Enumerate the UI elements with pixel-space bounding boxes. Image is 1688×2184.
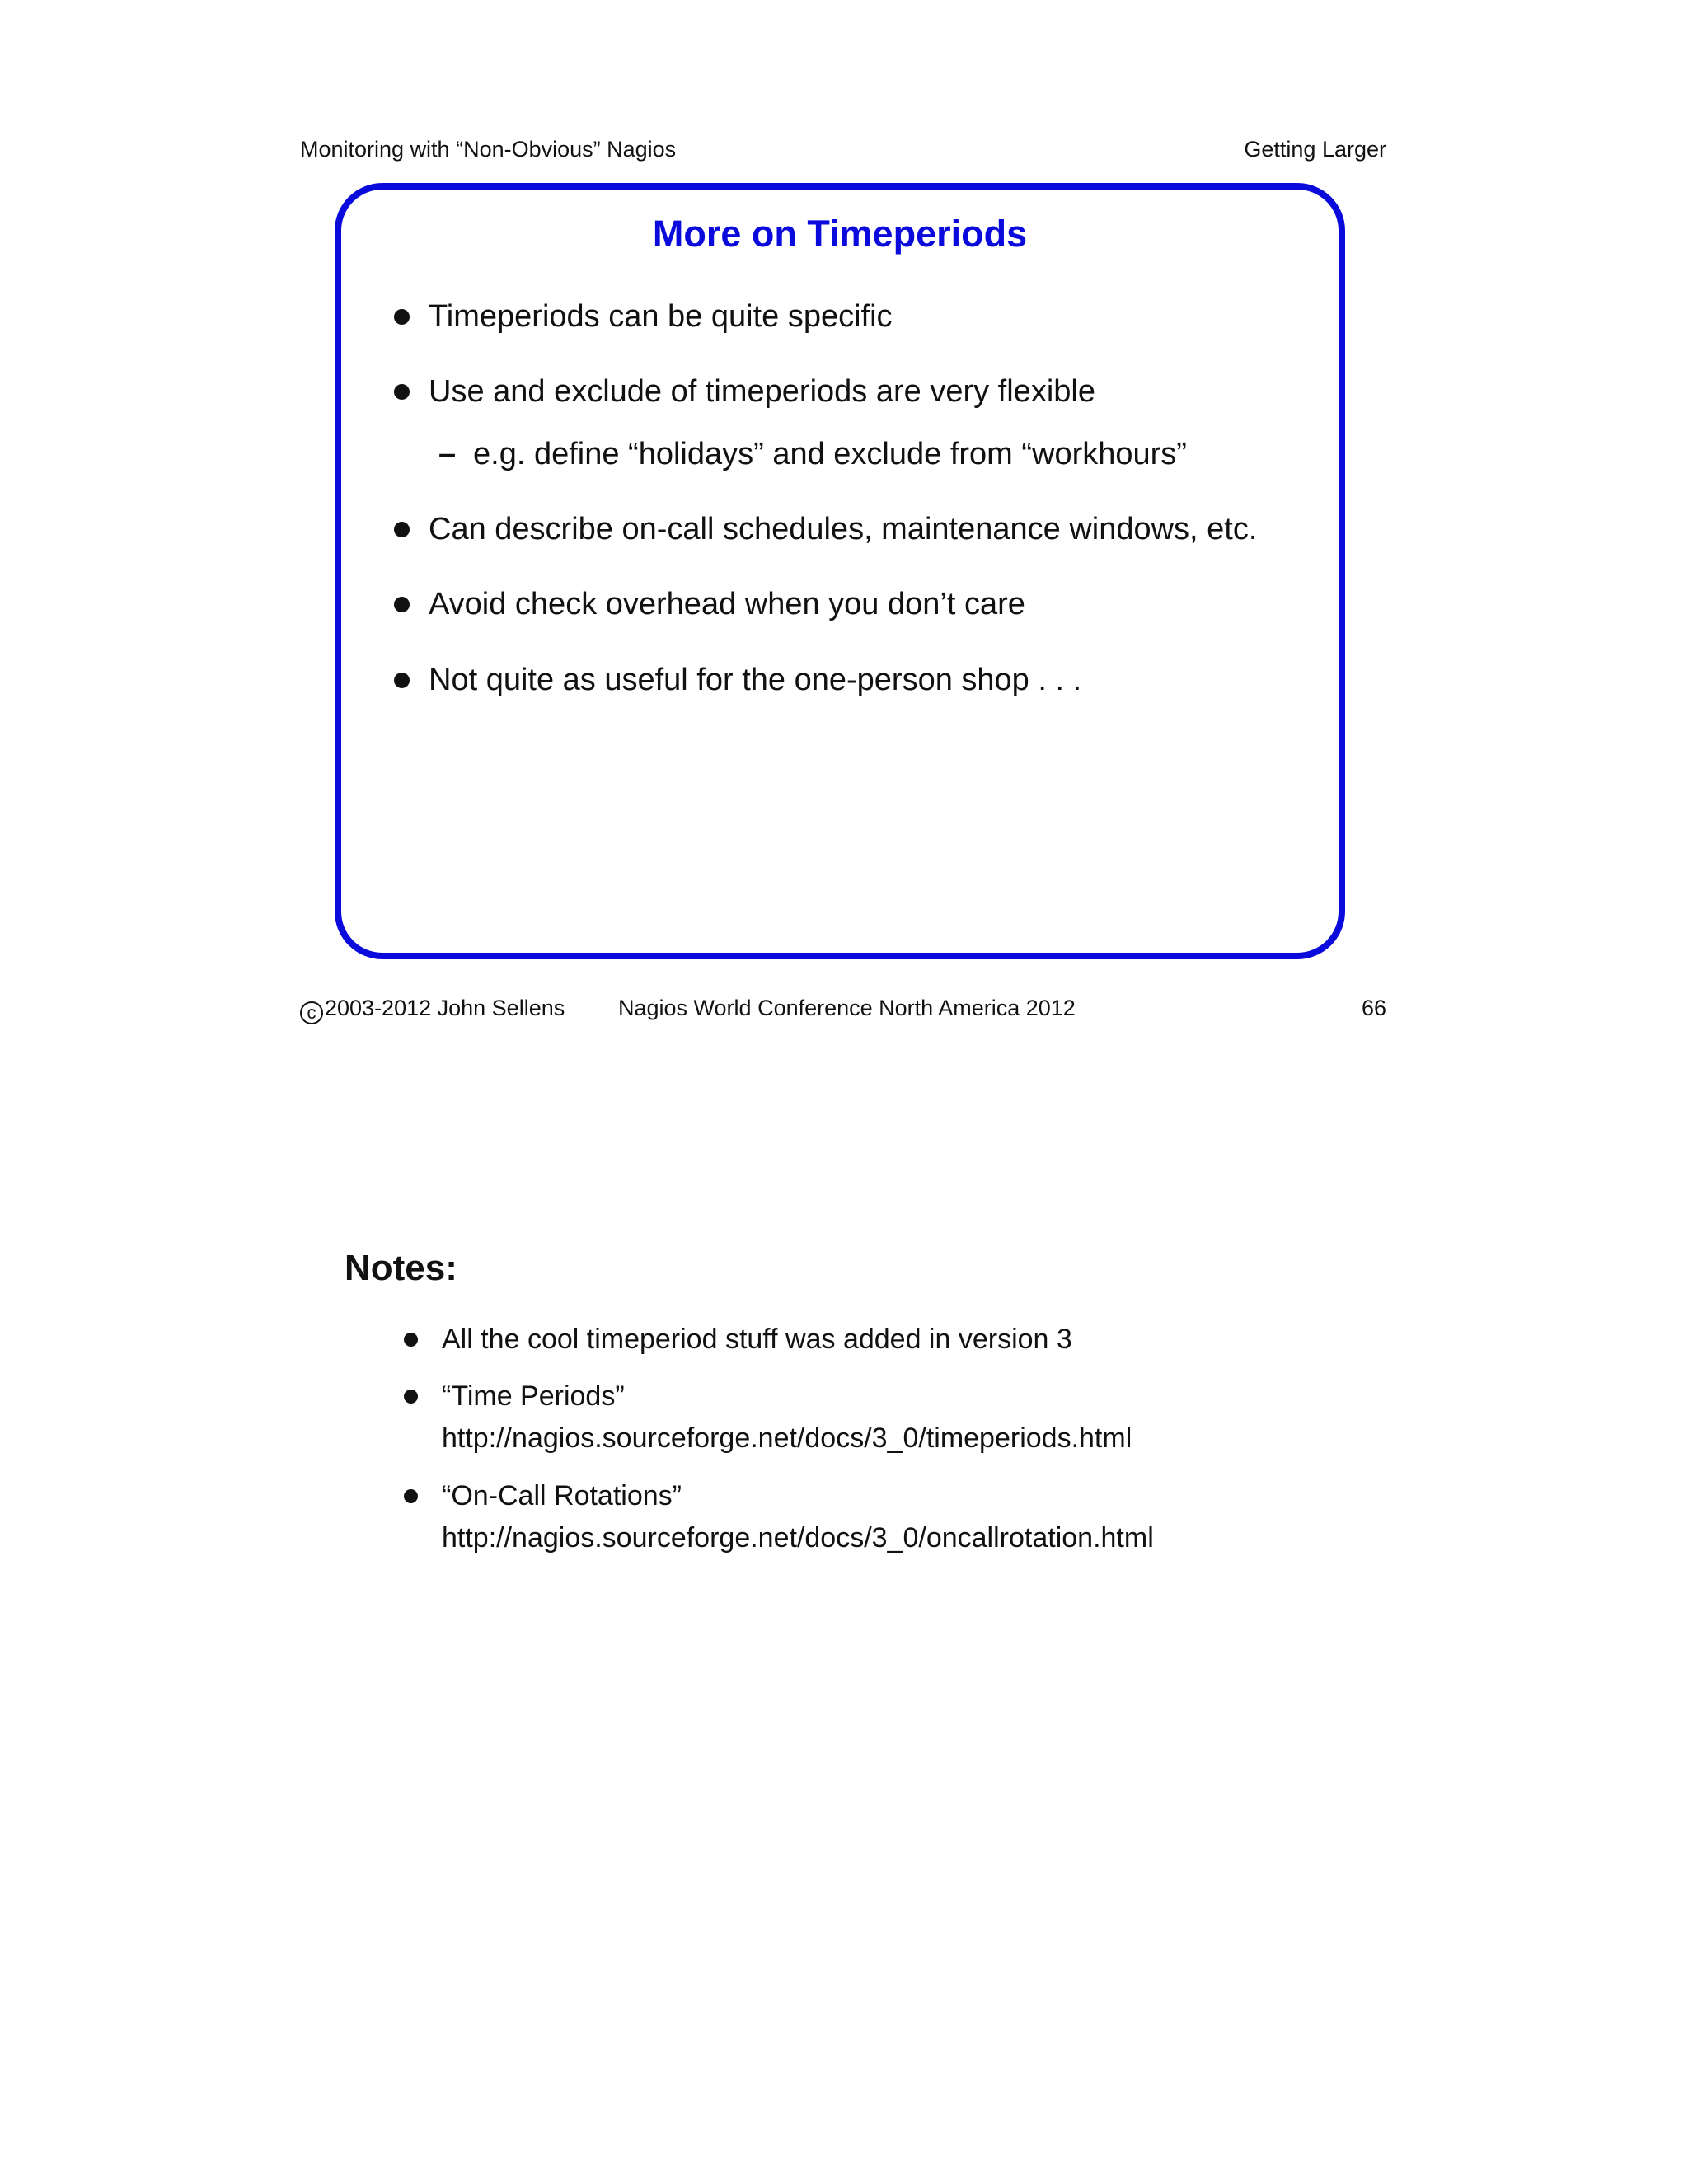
- slide-bullet-text: Use and exclude of timeperiods are very flexible: [429, 374, 1095, 409]
- slide-bullet-text: Timeperiods can be quite specific: [429, 299, 893, 334]
- note-url: http://nagios.sourceforge.net/docs/3_0/oncallrotation.html: [442, 1522, 1154, 1554]
- running-header-section: Getting Larger: [1244, 137, 1386, 162]
- footer-copyright-text: 2003-2012 John Sellens: [325, 996, 565, 1020]
- slide-bullet-text: Avoid check overhead when you don’t care: [429, 587, 1025, 621]
- page-number: 66: [1361, 996, 1386, 1020]
- note-title: “Time Periods”: [442, 1380, 625, 1412]
- notes-heading: Notes:: [345, 1248, 457, 1288]
- copyright-icon: c: [300, 1001, 323, 1024]
- dash-icon: –: [438, 437, 457, 471]
- footer-conference: Nagios World Conference North America 2012: [618, 996, 1076, 1020]
- slide-bullet-text: Can describe on-call schedules, maintenance windows, etc.: [429, 512, 1258, 546]
- note-text: [442, 1475, 1154, 1559]
- slide-title: More on Timeperiods: [652, 213, 1028, 255]
- note-line: All the cool timeperiod stuff was added in version 3: [442, 1324, 1072, 1355]
- slide-bullet-text: Not quite as useful for the one-person shop . . .: [429, 663, 1082, 697]
- bullet-dot-icon: [394, 309, 410, 325]
- bullet-dot-icon: [394, 384, 410, 400]
- bullet-dot-icon: [394, 597, 410, 612]
- bullet-dot-icon: [394, 522, 410, 537]
- running-header-title: Monitoring with “Non-Obvious” Nagios: [300, 137, 677, 162]
- bullet-dot-icon: [394, 673, 410, 688]
- note-title: “On-Call Rotations”: [442, 1480, 682, 1511]
- bullet-dot-icon: [404, 1333, 418, 1347]
- slide-sub-bullet-text: e.g. define “holidays” and exclude from “workhours”: [473, 437, 1187, 471]
- note-text: [442, 1376, 1132, 1460]
- bullet-dot-icon: [404, 1489, 418, 1503]
- bullet-dot-icon: [404, 1390, 418, 1404]
- note-url: http://nagios.sourceforge.net/docs/3_0/timeperiods.html: [442, 1422, 1132, 1454]
- footer-copyright: [300, 994, 565, 1024]
- note-text: [442, 1319, 1072, 1361]
